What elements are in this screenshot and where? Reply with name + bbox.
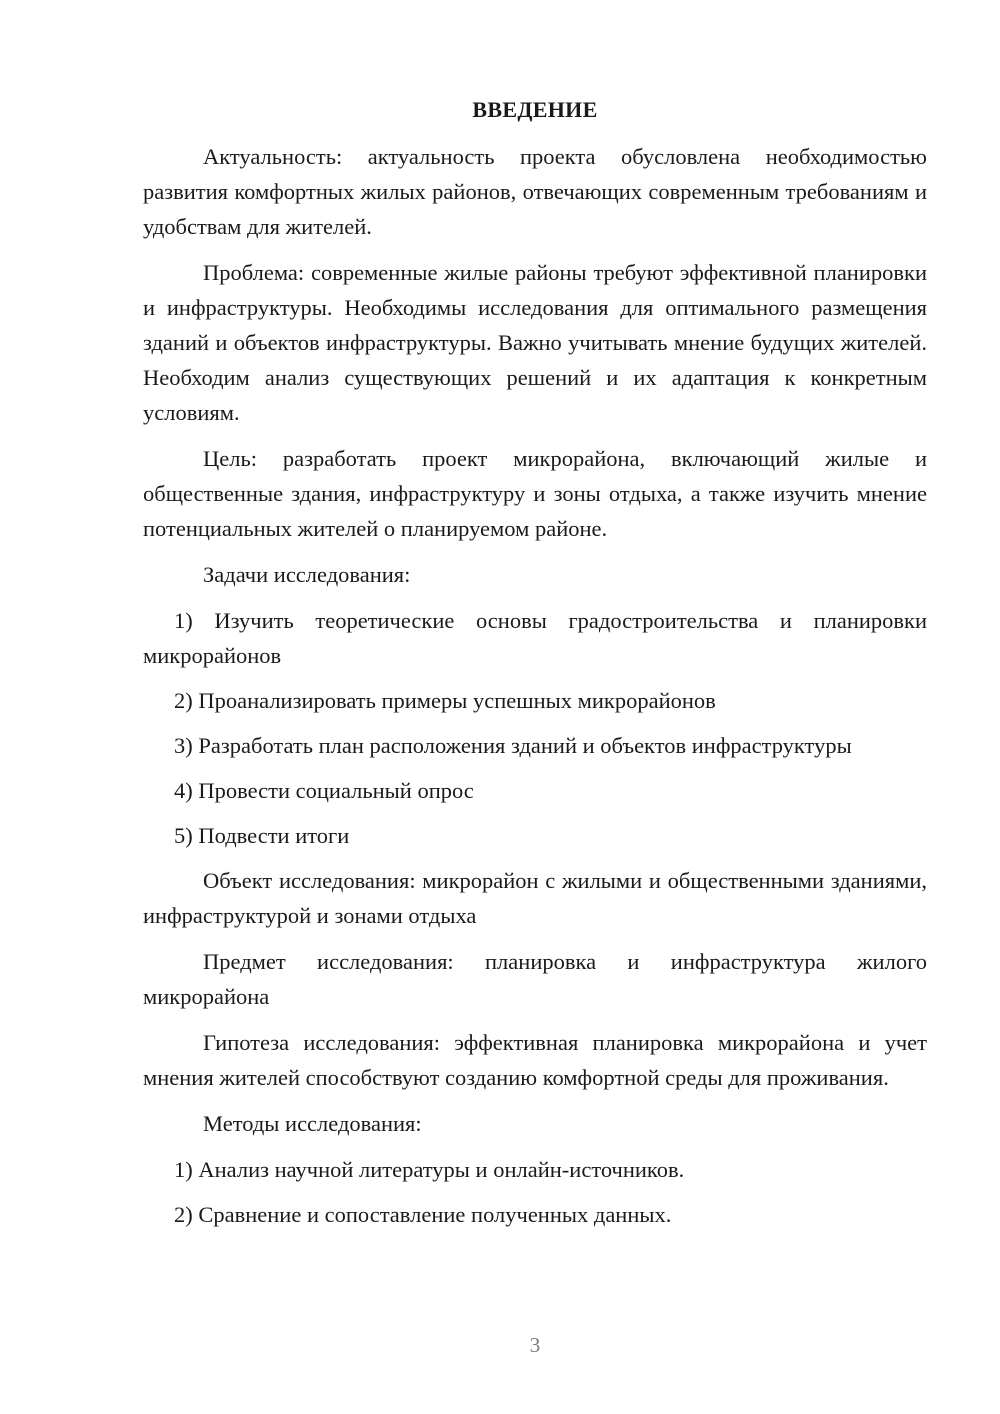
task-item: 4) Провести социальный опрос bbox=[174, 778, 474, 803]
tasks-heading: Задачи исследования: bbox=[203, 562, 411, 587]
document-page bbox=[143, 95, 927, 1242]
task-item: 1) Изучить теоретические основы градостроительства и планировки микрорайонов bbox=[143, 608, 927, 668]
task-item: 3) Разработать план расположения зданий и объектов инфраструктуры bbox=[174, 733, 852, 758]
goal-paragraph: Цель: разработать проект микрорайона, включающий жилые и общественные здания, инфраструктуру и зоны отдыха, а также изучить мнение потенциальных жителей о планируемом районе. bbox=[143, 446, 927, 541]
method-item: 1) Анализ научной литературы и онлайн-источников. bbox=[174, 1157, 685, 1182]
section-title: ВВЕДЕНИЕ bbox=[472, 97, 598, 122]
problem-paragraph: Проблема: современные жилые районы требуют эффективной планировки и инфраструктуры. Необходимы исследования для оптимального размещения зданий и объектов инфраструктуры. Важно учитывать мнение будущих жителей. Необходим анализ существующих решений и их адаптация к конкретным условиям. bbox=[143, 260, 927, 425]
task-item: 5) Подвести итоги bbox=[174, 823, 350, 848]
method-item: 2) Сравнение и сопоставление полученных данных. bbox=[174, 1202, 672, 1227]
page-number: 3 bbox=[529, 1333, 541, 1357]
methods-heading: Методы исследования: bbox=[203, 1111, 422, 1136]
relevance-paragraph: Актуальность: актуальность проекта обусловлена необходимостью развития комфортных жилых районов, отвечающих современным требованиям и удобствам для жителей. bbox=[143, 144, 927, 239]
task-item: 2) Проанализировать примеры успешных микрорайонов bbox=[174, 688, 716, 713]
hypothesis-paragraph: Гипотеза исследования: эффективная планировка микрорайона и учет мнения жителей способствуют созданию комфортной среды для проживания. bbox=[143, 1030, 927, 1090]
object-paragraph: Объект исследования: микрорайон с жилыми и общественными зданиями, инфраструктурой и зонами отдыха bbox=[143, 868, 927, 928]
subject-paragraph: Предмет исследования: планировка и инфраструктура жилого микрорайона bbox=[143, 949, 927, 1009]
